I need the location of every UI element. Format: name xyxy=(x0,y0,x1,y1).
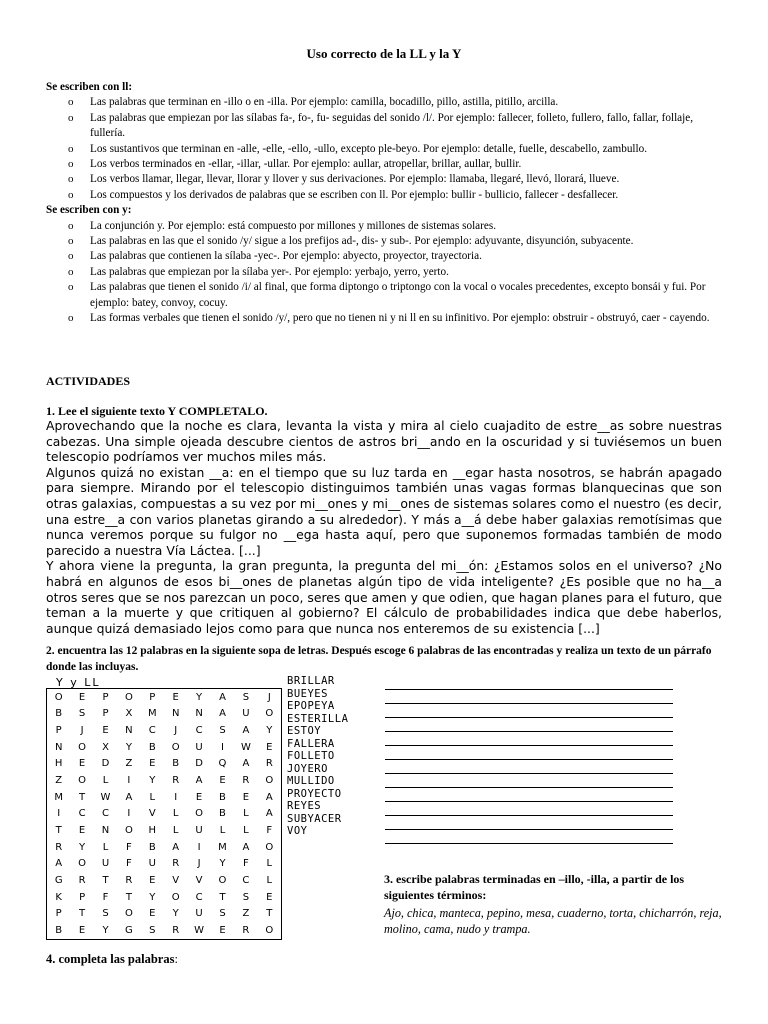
grid-cell: U xyxy=(242,708,250,720)
grid-cell: V xyxy=(195,875,203,887)
grid-cell: E xyxy=(219,775,226,787)
list-item: o Las palabras que contienen la sílaba -yec-. Por ejemplo: abyecto, proyector, trayectoria. xyxy=(46,249,726,264)
grid-cell: P xyxy=(102,691,109,703)
word-list-item: PROYECTO xyxy=(287,787,342,800)
grid-cell: T xyxy=(102,875,109,887)
grid-cell: C xyxy=(195,725,203,737)
activity4-heading xyxy=(46,952,178,967)
grid-cell: H xyxy=(148,825,157,837)
grid-cell: I xyxy=(221,741,224,753)
grid-cell: S xyxy=(219,908,226,920)
grid-cell: R xyxy=(78,875,86,887)
grid-cell: N xyxy=(171,708,180,720)
grid-cell: O xyxy=(124,825,133,837)
grid-cell: K xyxy=(55,891,62,903)
grid-cell: Y xyxy=(196,691,203,703)
grid-cell: E xyxy=(78,925,86,937)
list-item: o Los verbos llamar, llegar, llevar, llorar y llover y sus derivaciones. Por ejemplo: llamaba, llegaré, llevó, llorará, llueve. xyxy=(46,172,726,187)
activity1-paragraph: Aprovechando que la noche es clara, levanta la vista y mira al cielo cuajadito de estre__as sobre nuestras cabezas. Una simple ojeada descubre cientos de astros bri__ando en la oscuridad y si tuviésemos un buen telescopio podríamos ver muchos miles más. xyxy=(46,418,722,465)
grid-cell: L xyxy=(266,875,273,887)
word-list-item: BUEYES xyxy=(287,687,328,700)
grid-cell: P xyxy=(79,891,86,903)
grid-cell: E xyxy=(266,891,273,903)
grid-cell: O xyxy=(171,741,180,753)
grid-cell: S xyxy=(149,925,156,937)
grid-cell: A xyxy=(172,841,180,853)
grid-cell: L xyxy=(172,825,179,837)
grid-cell: S xyxy=(219,725,226,737)
activity1-text xyxy=(46,418,722,636)
bullet-icon: o xyxy=(68,142,74,155)
word-list-item: VOY xyxy=(287,825,308,837)
bullet-icon: o xyxy=(68,188,74,201)
grid-cell: I xyxy=(57,808,61,820)
grid-cell: G xyxy=(54,875,63,887)
answer-line[interactable] xyxy=(385,788,673,802)
grid-cell: O xyxy=(265,841,274,853)
grid-cell: U xyxy=(195,741,203,753)
grid-cell: N xyxy=(125,725,133,737)
activity3-terms: Ajo, chica, manteca, pepino, mesa, cuaderno, torta, chicharrón, reja, molino, cama, nudo y trampa. xyxy=(384,906,722,936)
grid-cell: T xyxy=(219,891,226,903)
grid-cell: A xyxy=(219,708,226,720)
grid-cell: C xyxy=(195,891,203,903)
grid-cell: P xyxy=(55,908,62,920)
grid-cell: O xyxy=(265,708,274,720)
grid-cell: C xyxy=(78,808,86,820)
grid-cell: A xyxy=(195,775,203,787)
bullet-icon: o xyxy=(68,312,74,325)
list-item: o Los compuestos y los derivados de palabras que se escriben con ll. Por ejemplo: bullir - bullicio, fallecer - desfallecer. xyxy=(46,188,726,203)
grid-cell: L xyxy=(172,808,179,820)
grid-cell: Y xyxy=(219,858,226,870)
grid-cell: A xyxy=(265,791,273,803)
bullet-icon: o xyxy=(68,219,74,232)
grid-cell: Y xyxy=(149,891,156,903)
grid-cell: S xyxy=(242,891,250,903)
grid-cell: A xyxy=(242,841,250,853)
list-item: o Los verbos terminados en -ellar, -illar, -ullar. Por ejemplo: aullar, atropellar, brillar, aullar, bullir. xyxy=(46,157,726,172)
answer-line[interactable] xyxy=(385,816,673,830)
grid-cell: P xyxy=(102,708,109,720)
grid-cell: B xyxy=(148,841,156,853)
grid-cell: E xyxy=(149,758,156,770)
activity1-heading: 1. Lee el siguiente texto Y COMPLETALO. xyxy=(46,404,268,418)
activities-heading: ACTIVIDADES xyxy=(46,374,131,388)
grid-cell: L xyxy=(243,825,249,837)
answer-line[interactable] xyxy=(385,690,673,704)
grid-cell: E xyxy=(78,758,86,770)
grid-cell: E xyxy=(242,791,250,803)
grid-cell: G xyxy=(125,925,133,937)
list-item: o Las palabras en las que el sonido /y/ sigue a los prefijos ad-, dis- y sub-. Por ejemplo: adyuvante, disyunción, subyacente. xyxy=(46,234,726,249)
word-list-item: ESTERILLA xyxy=(287,712,349,725)
word-list-item: FOLLETO xyxy=(287,750,335,762)
grid-cell: B xyxy=(172,758,180,770)
grid-cell: T xyxy=(79,791,86,803)
grid-cell: U xyxy=(195,908,203,920)
bullet-icon: o xyxy=(68,281,74,294)
activity2-heading: 2. encuentra las 12 palabras en la siguiente sopa de letras. Después escoge 6 palabras de las encontradas y realiza un texto de un párrafo donde las incluyas. xyxy=(46,645,712,673)
grid-cell: U xyxy=(195,825,203,837)
grid-cell: F xyxy=(266,825,273,837)
grid-cell: D xyxy=(101,758,110,770)
grid-cell: L xyxy=(266,858,273,870)
bullet-icon: o xyxy=(68,265,74,278)
grid-cell: O xyxy=(78,741,87,753)
grid-cell: O xyxy=(171,891,180,903)
activity1-paragraph: Y ahora viene la pregunta, la gran pregunta, la pregunta del mi__ón: ¿Estamos solos en el universo? ¿No habrá en algunos de esos bi__ones de planetas algún tipo de vida inteligente? ¿Es posible que no ha__a otros seres que se nos parezcan un poco, seres que amen y que odien, que hagan planes para el futuro, que teman a la muerte y que critiquen al gobierno? El cálculo de probabilidades indica que debe haberlos, aunque quizá demasiado lejos como para que nunca nos enteremos de su existencia [...] xyxy=(46,558,722,636)
bullet-icon: o xyxy=(68,111,74,124)
list-item: o La conjunción y. Por ejemplo: está compuesto por millones y millones de sistemas solares. xyxy=(46,219,726,234)
grid-cell: N xyxy=(195,708,203,720)
rules-section xyxy=(46,80,726,327)
list-item: o Los sustantivos que terminan en -alle, -elle, -ello, -ullo, excepto ple-beyo. Por ejemplo: detalle, fuelle, descabello, zambullo. xyxy=(46,142,726,157)
grid-cell: E xyxy=(78,825,86,837)
grid-cell: W xyxy=(100,791,111,803)
answer-line[interactable] xyxy=(385,774,673,788)
grid-cell: L xyxy=(149,791,156,803)
word-list-item: ESTOY xyxy=(287,725,322,737)
grid-cell: R xyxy=(125,875,133,887)
grid-cell: A xyxy=(55,858,63,870)
grid-cell: Q xyxy=(218,758,227,770)
grid-cell: Y xyxy=(149,775,156,787)
grid-cell: Z xyxy=(125,758,133,770)
grid-cell: T xyxy=(266,908,273,920)
section-ll-list xyxy=(46,95,726,203)
word-search-caption: Y y LL xyxy=(56,676,101,689)
grid-cell: B xyxy=(55,708,63,720)
list-item: o Las palabras que empiezan por la sílaba yer-. Por ejemplo: yerbajo, yerro, yerto. xyxy=(46,265,726,280)
grid-cell: A xyxy=(125,791,133,803)
grid-cell: R xyxy=(242,775,250,787)
grid-cell: N xyxy=(54,741,63,753)
grid-cell: B xyxy=(148,741,156,753)
grid-cell: L xyxy=(243,808,249,820)
answer-line[interactable] xyxy=(385,760,673,774)
answer-line[interactable] xyxy=(385,704,673,718)
grid-cell: O xyxy=(218,875,227,887)
grid-cell: A xyxy=(242,725,250,737)
section-y-heading: Se escriben con y: xyxy=(46,204,132,217)
grid-cell: W xyxy=(240,741,251,753)
grid-cell: Y xyxy=(172,908,179,920)
grid-cell: Y xyxy=(125,741,132,753)
grid-cell: P xyxy=(149,691,156,703)
activity1-paragraph: Algunos quizá no existan __a: en el tiempo que su luz tarda en __egar hasta nosotros, se habrán apagado para siempre. Mirando por el telescopio distinguimos también unas vagas formas blanquecinas que son otras galaxias, compuestas a su vez por mi__ones y mi__ones de sistemas solares como el nuestro (es decir, una estre__a con varios planetas girando a su alrededor). Y más a__á debe haber galaxias remotísimas que nunca veremos porque su fulgor no __ega hasta aquí, pero que suponemos formadas también de modo parecido a nuestra Vía Láctea. [...] xyxy=(46,464,722,558)
bullet-icon: o xyxy=(68,96,74,109)
grid-cell: L xyxy=(219,825,226,837)
grid-cell: O xyxy=(124,691,133,703)
grid-cell: O xyxy=(78,858,87,870)
grid-cell: C xyxy=(102,808,109,820)
section-y-list xyxy=(46,219,726,327)
bullet-icon: o xyxy=(68,158,74,171)
page-title: Uso correcto de la LL y la Y xyxy=(306,46,462,61)
grid-cell: D xyxy=(195,758,203,770)
answer-line[interactable] xyxy=(385,718,673,732)
grid-cell: L xyxy=(102,841,109,853)
grid-cell: E xyxy=(78,691,86,703)
grid-cell: E xyxy=(219,925,226,937)
grid-cell: A xyxy=(219,691,226,703)
grid-cell: R xyxy=(172,925,180,937)
grid-cell: R xyxy=(172,775,180,787)
grid-cell: M xyxy=(218,841,227,853)
grid-cell: A xyxy=(242,758,250,770)
grid-cell: O xyxy=(124,908,133,920)
grid-cell: C xyxy=(148,725,156,737)
grid-cell: J xyxy=(174,725,178,737)
grid-cell: B xyxy=(55,925,63,937)
grid-cell: Z xyxy=(55,775,63,787)
grid-cell: N xyxy=(101,825,110,837)
grid-cell: M xyxy=(147,708,157,720)
grid-cell: A xyxy=(265,808,273,820)
grid-cell: E xyxy=(149,908,156,920)
list-item: o Las palabras que terminan en -illo o en -illa. Por ejemplo: camilla, bocadillo, pillo, astilla, pitillo, arcilla. xyxy=(46,95,726,110)
grid-cell: W xyxy=(194,925,205,937)
word-list-item: SUBYACER xyxy=(287,812,342,825)
grid-cell: Z xyxy=(242,908,250,920)
word-list-item: JOYERO xyxy=(287,762,328,775)
grid-cell: X xyxy=(102,741,109,753)
grid-cell: J xyxy=(267,691,271,703)
grid-cell: S xyxy=(102,908,109,920)
grid-cell: R xyxy=(55,841,63,853)
word-search-word-list xyxy=(287,675,348,838)
grid-cell: F xyxy=(102,891,109,903)
grid-cell: O xyxy=(195,808,204,820)
answer-line[interactable] xyxy=(385,746,673,760)
section-ll-heading: Se escriben con ll: xyxy=(46,81,133,93)
answer-lines xyxy=(385,676,673,844)
grid-cell: H xyxy=(54,758,63,770)
grid-cell: E xyxy=(195,791,203,803)
grid-cell: M xyxy=(54,791,64,803)
word-list-item: REYES xyxy=(287,800,322,812)
grid-cell: E xyxy=(102,725,109,737)
answer-line[interactable] xyxy=(385,676,673,690)
grid-cell: F xyxy=(126,858,132,870)
grid-cell: R xyxy=(242,925,250,937)
grid-cell: O xyxy=(265,925,274,937)
grid-cell: O xyxy=(265,775,274,787)
grid-cell: F xyxy=(126,841,132,853)
grid-cell: F xyxy=(243,858,249,870)
grid-cell: P xyxy=(55,725,62,737)
grid-cell: X xyxy=(125,708,133,720)
activity3-heading: 3. escribe palabras terminadas en –illo, -illa, a partir de los siguientes términos: xyxy=(384,872,685,902)
grid-cell: J xyxy=(80,725,84,737)
grid-cell: B xyxy=(219,791,226,803)
grid-cell: J xyxy=(197,858,201,870)
activity4-colon: : xyxy=(174,952,178,966)
grid-cell: C xyxy=(242,875,250,887)
grid-cell: S xyxy=(242,691,250,703)
grid-cell: O xyxy=(54,691,63,703)
bullet-icon: o xyxy=(68,235,74,248)
grid-cell: T xyxy=(55,825,62,837)
activity4-heading-text: 4. completa las palabras xyxy=(46,952,175,966)
answer-line[interactable] xyxy=(385,732,673,746)
word-list-item: FALLERA xyxy=(287,737,335,750)
answer-line[interactable] xyxy=(385,802,673,816)
grid-cell: Y xyxy=(266,725,273,737)
grid-cell: T xyxy=(125,891,132,903)
list-item: o Las palabras que empiezan por las sílabas fa-, fo-, fu- seguidas del sonido /l/. Por ejemplo: fallecer, folleto, fullero, fallo, fallar, follaje, fullería. xyxy=(68,111,694,140)
grid-cell: I xyxy=(174,791,178,803)
grid-cell: E xyxy=(266,741,273,753)
grid-cell: U xyxy=(148,858,156,870)
grid-cell: E xyxy=(149,875,156,887)
grid-cell: R xyxy=(172,858,180,870)
grid-cell: O xyxy=(78,775,87,787)
grid-cell: L xyxy=(102,775,109,787)
grid-cell: T xyxy=(79,908,86,920)
list-item: o Las palabras que tienen el sonido /i/ al final, que forma diptongo o triptongo con la vocal o vocales precedentes, excepto bonsái y fui. Por ejemplo: batey, convoy, cocuy. xyxy=(68,281,706,309)
grid-cell: E xyxy=(172,691,179,703)
word-search-grid xyxy=(46,688,282,940)
word-list-item: BRILLAR xyxy=(287,675,335,687)
grid-cell: V xyxy=(172,875,180,887)
grid-cell: I xyxy=(127,775,131,787)
grid-cell: S xyxy=(78,708,86,720)
list-item: o Las formas verbales que tienen el sonido /y/, pero que no tienen ni y ni ll en su infinitivo. Por ejemplo: obstruir - obstruyó, caer - cayendo. xyxy=(46,311,726,326)
grid-cell: I xyxy=(197,841,201,853)
bullet-icon: o xyxy=(68,173,74,186)
word-list-item: EPOPEYA xyxy=(287,700,335,712)
grid-cell: Y xyxy=(102,925,109,937)
grid-cell: U xyxy=(101,858,110,870)
bullet-icon: o xyxy=(68,250,74,263)
grid-cell: B xyxy=(219,808,226,820)
grid-cell: R xyxy=(265,758,273,770)
grid-cell: Y xyxy=(79,841,86,853)
answer-line[interactable] xyxy=(385,830,673,844)
word-list-item: MULLIDO xyxy=(287,775,335,787)
grid-cell: I xyxy=(127,808,131,820)
grid-cell: V xyxy=(148,808,156,820)
